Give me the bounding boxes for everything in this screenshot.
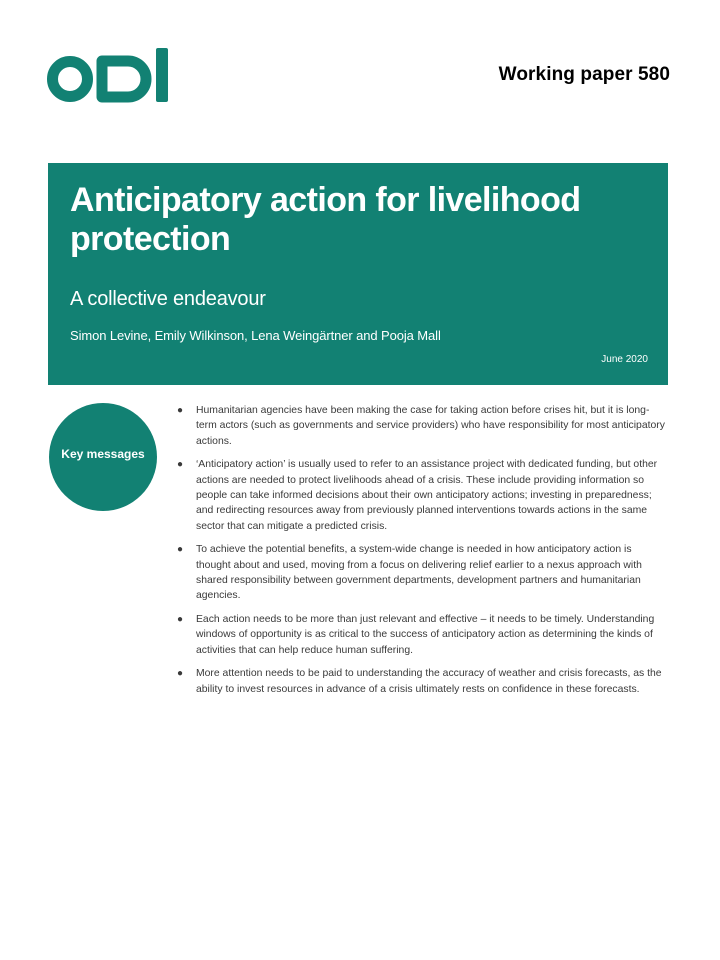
subtitle: A collective endeavour (70, 288, 266, 310)
title-banner (48, 163, 668, 385)
list-item-text: More attention needs to be paid to understanding the accuracy of weather and crisis forecasts, as the ability to invest resources in advance of a crisis ultimately rests on confidence in these forecasts. (196, 668, 662, 695)
list-item (177, 403, 669, 449)
bullet-icon: ● (177, 459, 184, 471)
list-item (177, 457, 669, 534)
list-item (177, 666, 669, 697)
key-messages-list (177, 403, 669, 705)
list-item (177, 542, 669, 604)
bullet-icon: ● (177, 668, 184, 680)
key-messages-badge (49, 403, 157, 511)
odi-logo (46, 44, 176, 106)
bullet-icon: ● (177, 405, 184, 416)
bullet-icon: ● (177, 544, 184, 556)
list-item-text: To achieve the potential benefits, a system-wide change is needed in how anticipatory action is thought about and used, moving from a focus on delivering relief earlier to a nexus approach with shared responsibility between government departments, development partners and humanitarian agencies. (196, 544, 642, 602)
bullet-icon: ● (177, 613, 184, 625)
working-paper-number: Working paper 580 (498, 64, 670, 85)
list-item-text: Humanitarian agencies have been making the case for taking action before crises hit, but it is long-term actors (such as governments and service providers) who have responsibility for most anticipatory actions. (196, 405, 665, 447)
list-item (177, 612, 669, 658)
key-messages-label: Key messages (61, 447, 145, 461)
publication-date: June 2020 (601, 354, 648, 365)
page-title: Anticipatory action for livelihood protection (70, 181, 581, 258)
list-item-text: ‘Anticipatory action’ is usually used to refer to an assistance project with dedicated funding, but other actions are needed to protect livelihoods ahead of a crisis. These include providing information so people can take informed decisions about their own anticipatory actions; investing in preparedness; and redirecting resources away from previously planned interventions towards actions in the same sector that can mitigate a predicted crisis. (196, 459, 658, 532)
list-item-text: Each action needs to be more than just relevant and effective – it needs to be timely. Understanding windows of opportunity is as critical to the success of anticipatory action as determining the kinds of activities that can help reduce human suffering. (196, 613, 655, 656)
authors: Simon Levine, Emily Wilkinson, Lena Weingärtner and Pooja Mall (70, 328, 441, 343)
